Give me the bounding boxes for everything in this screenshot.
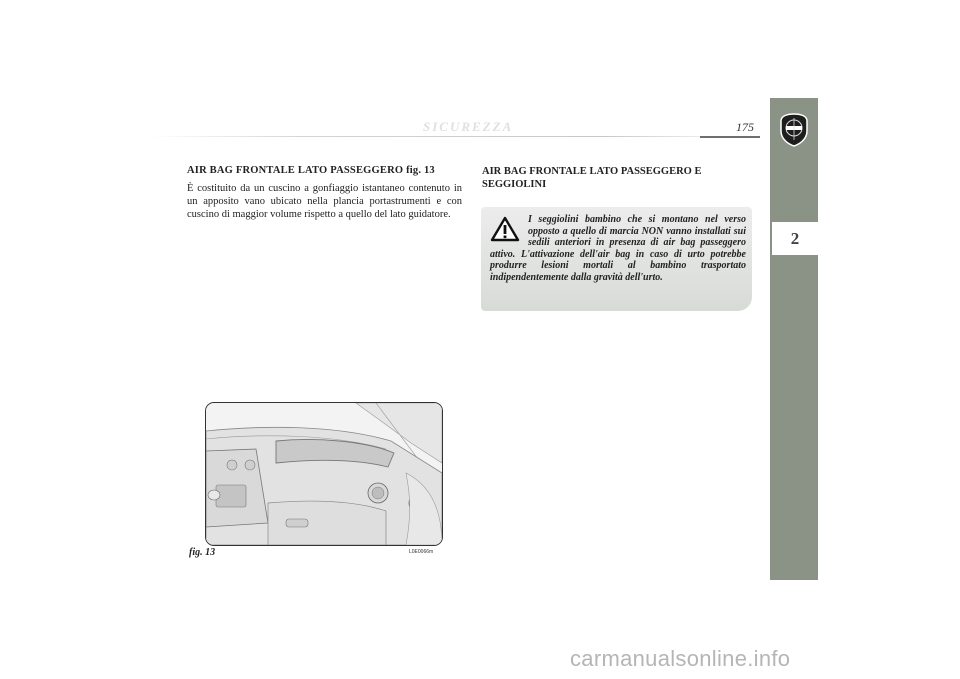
warning-icon-spacer	[490, 214, 528, 247]
section-title: SICUREZZA	[423, 119, 514, 134]
chapter-sidebar	[770, 98, 818, 580]
dashboard-illustration	[206, 403, 442, 545]
chapter-tab[interactable]: 2	[772, 222, 818, 255]
header-divider	[150, 136, 758, 137]
figure-caption: fig. 13	[189, 547, 216, 558]
airbag-heading: AIR BAG FRONTALE LATO PASSEGGERO fig. 13	[187, 165, 435, 176]
page-number: 175	[736, 120, 754, 134]
warning-text-block	[490, 214, 746, 284]
figure-code: L0E0066m	[409, 549, 434, 555]
watermark: carmanualsonline.info	[570, 646, 791, 671]
airbag-description: È costituito da un cuscino a gonfiaggio istantaneo contenuto in un apposito vano ubicato nella plancia portastrumenti e con cuscino di maggior volume rispetto a quello del lato guidatore.	[187, 183, 462, 220]
header-divider-accent	[700, 136, 760, 138]
warning-text: I seggiolini bambino che si montano nel verso opposto a quello di marcia NON vanno installati sui sedili anteriori in presenza di air bag passeggero attivo. L'attivazione dell'air bag in caso di urto potrebbe produrre lesioni mortali al bambino trasportato indipendentemente dalla gravità dell'urto.	[490, 214, 746, 283]
child-seat-heading: AIR BAG FRONTALE LATO PASSEGGERO E SEGGIOLINI	[482, 166, 702, 190]
lancia-logo-icon	[779, 113, 809, 147]
figure-image	[205, 402, 443, 546]
